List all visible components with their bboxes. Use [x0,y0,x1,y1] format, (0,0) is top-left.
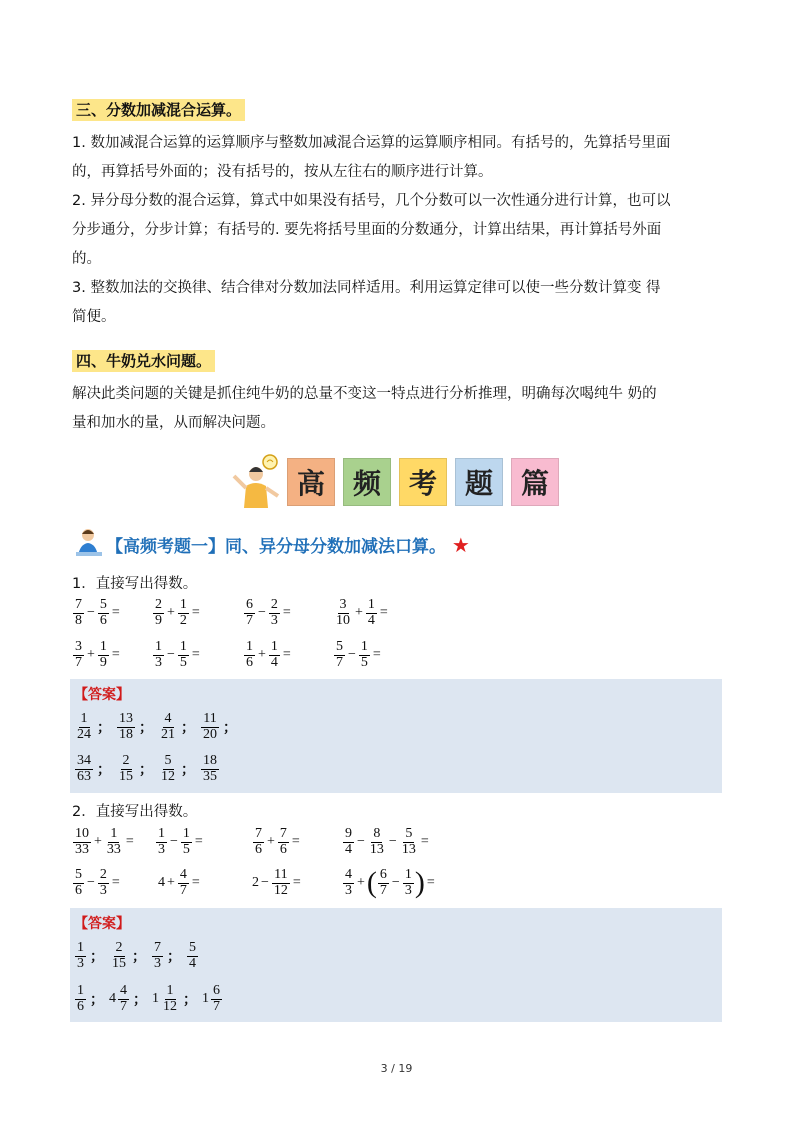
para-line: 量和加水的量，从而解决问题。 [72,415,275,431]
fraction: $\frac{5}{6}$ [99,597,107,628]
answer-row-1: $\frac{1}{3}$ ； $\frac{2}{15}$ ； $\frac{7}{3}$ ； $\frac{5}{4}$ [77,940,196,971]
fraction: $\frac{11}{20}$ [203,711,217,742]
expr: $\frac{3}{10}$ + $\frac{1}{4}$ = [336,597,388,628]
star-icon: ★ [451,533,470,557]
fraction: $\frac{5}{12}$ [161,753,175,784]
problem-1-title: 1．直接写出得数。 [72,576,198,592]
fraction: $\frac{7}{8}$ [75,597,82,628]
para-line: 分步通分，分步计算；有括号的. 要先将括号里面的分数通分，计算出结果，再计算括号外面 [72,222,662,238]
banner-char: 篇 [511,458,559,506]
para-line: 2. 异分母分数的混合运算，算式中如果没有括号，几个分数可以一次性通分进行计算，也可以 [72,193,671,209]
banner-char: 频 [343,458,391,506]
expr: $\frac{1}{6}$ + $\frac{1}{4}$ = [246,639,291,670]
fraction: $\frac{1}{6}$ [77,983,84,1014]
fraction: $\frac{13}{18}$ [119,711,133,742]
fraction: $\frac{3}{10}$ [336,597,350,628]
answer-label: 【答案】 [74,916,130,932]
expr: $\frac{10}{33}$ + $\frac{1}{33}$ = [75,826,134,857]
banner-char: 高 [287,458,335,506]
expr: $\frac{2}{9}$ + $\frac{1}{2}$ = [155,597,200,628]
fraction: $\frac{1}{6}$ [246,639,253,670]
fraction: $\frac{1}{2}$ [179,597,187,628]
fraction: $\frac{1}{12}$ [163,983,177,1014]
fraction: $\frac{1}{5}$ [179,639,187,670]
fraction: $\frac{1}{4}$ [270,639,278,670]
fraction: $\frac{1}{3}$ [155,639,162,670]
fraction: $\frac{5}{7}$ [336,639,343,670]
para-line: 3. 整数加法的交换律、结合律对分数加法同样适用。利用运算定律可以使一些分数计算变 得 [72,280,661,296]
banner-char: 题 [455,458,503,506]
fraction: $\frac{6}{7}$ [213,983,220,1014]
fraction: $\frac{18}{35}$ [203,753,217,784]
para-line: 简便。 [72,309,116,325]
expr: $\frac{1}{3}$ − $\frac{1}{5}$ = [155,639,200,670]
expr: $\frac{3}{7}$ + $\frac{1}{9}$ = [75,639,120,670]
expr: 4 + $\frac{4}{7}$ = [158,867,200,898]
expr: $\frac{4}{3}$ + ( $\frac{6}{7}$ − $\frac{1}{3}$ ) = [345,866,435,900]
expr: $\frac{9}{4}$ − $\frac{8}{13}$ − $\frac{5}{13}$ = [345,826,429,857]
problem-2-title: 2．直接写出得数。 [72,804,198,820]
fraction: $\frac{1}{24}$ [77,711,91,742]
fraction: $\frac{1}{9}$ [99,639,107,670]
fraction: $\frac{6}{7}$ [246,597,253,628]
expr: $\frac{7}{8}$ − $\frac{5}{6}$ = [75,597,120,628]
fraction: $\frac{4}{21}$ [161,711,175,742]
expr: $\frac{7}{6}$ + $\frac{7}{6}$ = [255,826,300,857]
expr: $\frac{5}{6}$ − $\frac{2}{3}$ = [75,867,120,898]
answer-row-2: $\frac{34}{63}$ ； $\frac{2}{15}$ ； $\frac{5}{12}$ ； $\frac{18}{35}$ [77,753,217,784]
para-line: 1. 数加减混合运算的运算顺序与整数加减混合运算的运算顺序相同。有括号的，先算括号里面 [72,135,671,151]
fraction: $\frac{2}{9}$ [155,597,162,628]
section-heading-4: 四、牛奶兑水问题。 [72,350,215,372]
answer-box-2 [70,908,722,1022]
fraction: $\frac{2}{15}$ [112,940,126,971]
page-number: 3 / 19 [380,1062,413,1075]
question-title [106,532,470,557]
fraction: $\frac{5}{4}$ [189,940,196,971]
fraction: $\frac{1}{5}$ [360,639,368,670]
expr: $\frac{6}{7}$ − $\frac{2}{3}$ = [246,597,291,628]
section4-body [72,380,724,438]
banner-char: 考 [399,458,447,506]
fraction: $\frac{4}{7}$ [120,983,127,1014]
expr: $\frac{1}{3}$ − $\frac{1}{5}$ = [158,826,203,857]
para-line: 的。 [72,251,101,267]
answer-row-2: $\frac{1}{6}$ ； 4 $\frac{4}{7}$ ； 1 $\frac{1}{12}$ ； 1 $\frac{6}{7}$ [77,983,220,1014]
fraction: $\frac{2}{15}$ [119,753,133,784]
para-line: 解决此类问题的关键是抓住纯牛奶的总量不变这一特点进行分析推理，明确每次喝纯牛 奶的 [72,386,657,402]
fraction: $\frac{2}{3}$ [270,597,278,628]
expr: $\frac{5}{7}$ − $\frac{1}{5}$ = [336,639,381,670]
answer-row-1: $\frac{1}{24}$ ； $\frac{13}{18}$ ； $\frac{4}{21}$ ； $\frac{11}{20}$ ； [77,711,237,742]
fraction: $\frac{34}{63}$ [77,753,91,784]
fraction: $\frac{1}{3}$ [77,940,84,971]
expr: 2 − $\frac{11}{12}$ = [252,867,301,898]
answer-label: 【答案】 [74,687,130,703]
section-heading-3: 三、分数加减混合运算。 [72,99,245,121]
section3-body [72,129,724,332]
student-icon [74,526,104,558]
question-title-text: 【高频考题一】同、异分母分数加减法口算。 [106,537,446,557]
fraction: $\frac{1}{4}$ [367,597,375,628]
para-line: 的，再算括号外面的；没有括号的，按从左往右的顺序进行计算。 [72,164,493,180]
answer-box-1 [70,679,722,793]
teacher-illustration [230,452,282,510]
fraction: $\frac{7}{3}$ [154,940,161,971]
fraction: $\frac{3}{7}$ [75,639,82,670]
